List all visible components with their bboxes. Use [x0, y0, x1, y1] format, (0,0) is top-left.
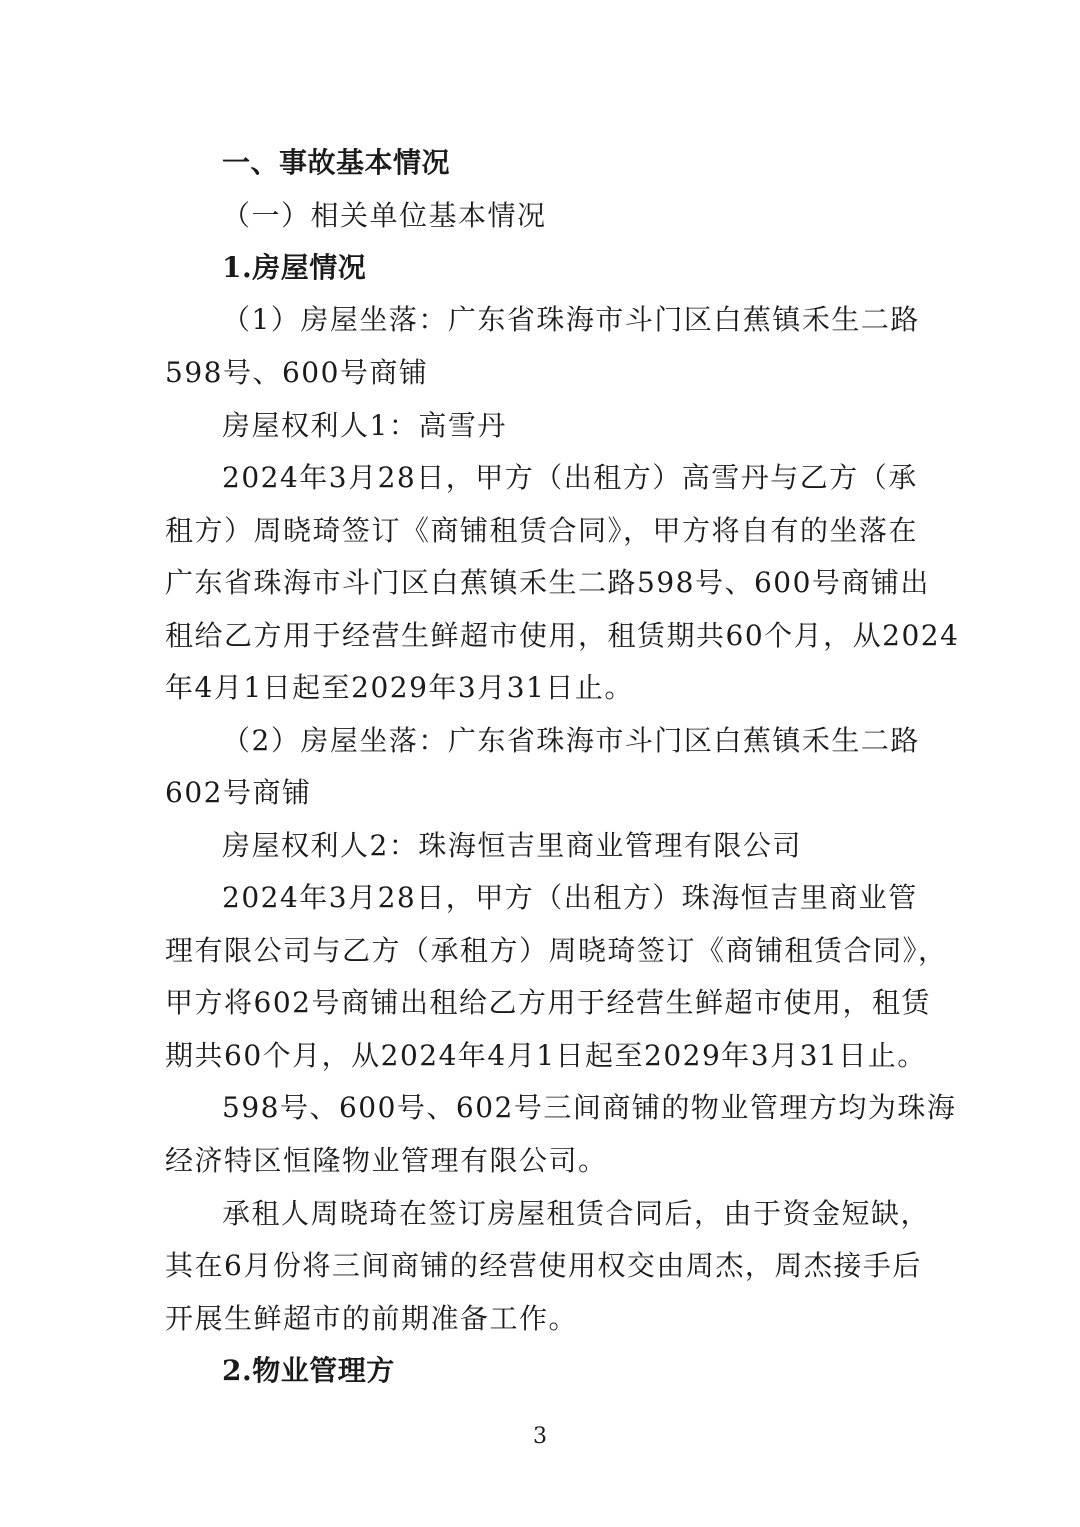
paragraph-line: 其在6月份将三间商铺的经营使用权交由周杰，周杰接手后 — [165, 1249, 922, 1282]
page-number: 3 — [533, 1424, 547, 1449]
paragraph-line: （2）房屋坐落：广东省珠海市斗门区白蕉镇禾生二路 — [222, 724, 920, 757]
paragraph-line: 年4月1日起至2029年3月31日止。 — [165, 671, 634, 704]
item-heading: 1.房屋情况 — [222, 251, 367, 284]
paragraph-line: 房屋权利人1：高雪丹 — [222, 409, 507, 442]
paragraph-line: 602号商铺 — [165, 776, 312, 809]
paragraph-line: 广东省珠海市斗门区白蕉镇禾生二路598号、600号商铺出 — [165, 566, 930, 599]
paragraph-line: 甲方将602号商铺出租给乙方用于经营生鲜超市使用，租赁 — [165, 986, 931, 1019]
paragraph-line: 598号、600号、602号三间商铺的物业管理方均为珠海 — [222, 1091, 957, 1124]
paragraph-line: 经济特区恒隆物业管理有限公司。 — [165, 1144, 608, 1177]
section-heading: 一、事故基本情况 — [222, 146, 451, 179]
paragraph-line: 房屋权利人2：珠海恒吉里商业管理有限公司 — [222, 829, 802, 862]
paragraph-line: 理有限公司与乙方（承租方）周晓琦签订《商铺租赁合同》， — [165, 934, 948, 967]
paragraph-line: 期共60个月，从2024年4月1日起至2029年3月31日止。 — [165, 1039, 927, 1072]
paragraph-line: 租方）周晓琦签订《商铺租赁合同》，甲方将自有的坐落在 — [165, 514, 919, 547]
paragraph-line: 2024年3月28日，甲方（出租方）珠海恒吉里商业管 — [222, 881, 918, 914]
paragraph-line: 开展生鲜超市的前期准备工作。 — [165, 1302, 579, 1335]
paragraph-line: 2024年3月28日，甲方（出租方）高雪丹与乙方（承 — [222, 461, 918, 494]
paragraph-line: （1）房屋坐落：广东省珠海市斗门区白蕉镇禾生二路 — [222, 303, 920, 336]
paragraph-line: 598号、600号商铺 — [165, 356, 429, 389]
item-heading: 2.物业管理方 — [222, 1354, 395, 1387]
paragraph-line: 承租人周晓琦在签订房屋租赁合同后，由于资金短缺， — [222, 1197, 931, 1230]
subsection-heading: （一）相关单位基本情况 — [222, 199, 547, 232]
paragraph-line: 租给乙方用于经营生鲜超市使用，租赁期共60个月，从2024 — [165, 619, 960, 652]
